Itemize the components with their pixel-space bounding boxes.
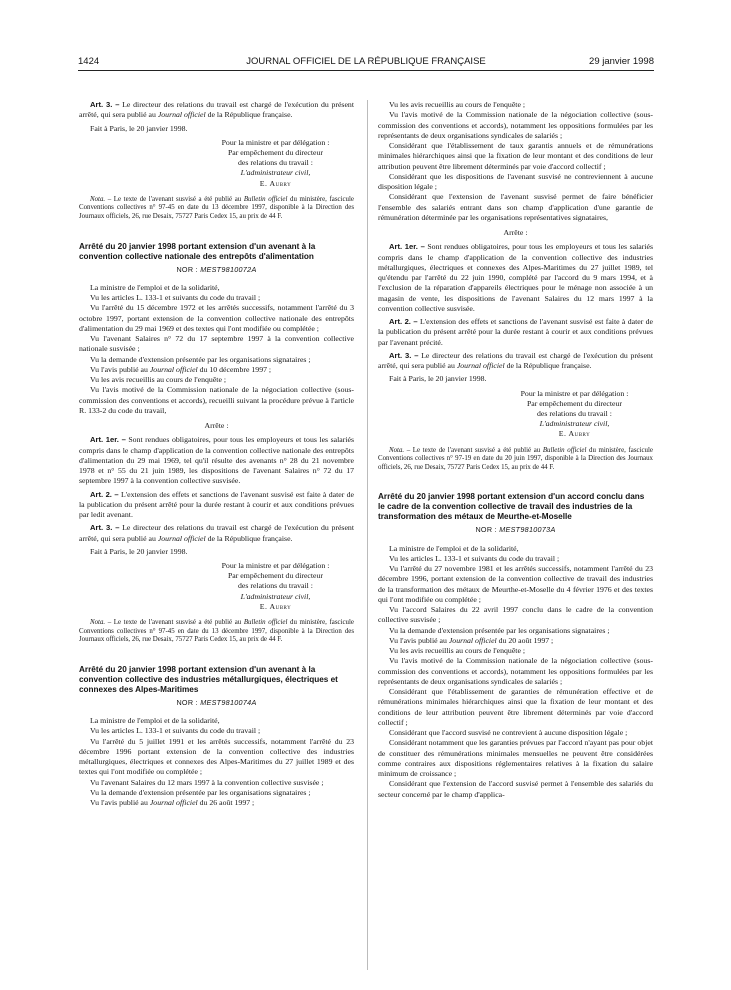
paragraph: La ministre de l'emploi et de la solidarité, — [90, 282, 220, 292]
article-label: Art. 3. – — [389, 350, 419, 360]
text: du ministère, fascicule Conventions collectives n° 97-45 en date du 13 décembre 1997, disponible à la Direction des Journaux officiels, 26, rue Desaix, 75727 Paris Cedex 15, au prix de 44 F. — [79, 619, 354, 644]
text: Vu l'avis publié au — [90, 798, 150, 808]
article-label: Art. 3. – — [90, 100, 120, 109]
paragraph: Vu l'avis motivé de la Commission nationale de la négociation collective (sous-commission des conventions et accords), notamment les oppositions formulées par les représentants de deux organisations syndicales de salariés ; — [378, 656, 653, 686]
signatory: E. Aubry — [259, 178, 292, 188]
page-header — [78, 56, 654, 70]
article-label: Art. 1er. – — [90, 435, 126, 445]
paragraph — [79, 798, 354, 808]
nor-code: MEST9810073A — [499, 525, 556, 535]
bulletin-ref: Bulletin officiel — [542, 446, 587, 454]
paragraph: Considérant que l'accord susvisé ne contrevient à aucune disposition légale ; — [389, 728, 628, 738]
nota-label: Nota. — [90, 195, 106, 203]
text: L'extension des effets et sanctions de l'avenant susvisé est faite à dater de la publication du présent arrêté pour la durée restant à courir et aux conditions prévues par ledit avenant. — [79, 489, 355, 520]
paragraph — [79, 435, 354, 486]
text: du 10 décembre 1997 ; — [197, 364, 272, 374]
paragraph: Vu les articles L. 133-1 et suivants du code du travail ; — [90, 293, 261, 303]
paragraph — [378, 242, 653, 314]
text: Le directeur des relations du travail est chargé de l'exécution du présent arrêté, qui sera publié au — [79, 100, 354, 120]
text: du 20 août 1997 ; — [496, 635, 554, 645]
text: du 26 août 1997 ; — [197, 798, 255, 808]
column-divider — [367, 100, 368, 970]
journal-ref: Journal officiel — [157, 110, 206, 120]
journal-ref: Journal officiel — [448, 635, 497, 645]
signature-block — [496, 389, 653, 440]
nota — [378, 447, 653, 473]
nota-label: Nota. — [90, 619, 106, 627]
paragraph: Vu l'arrêté du 27 novembre 1981 et les arrêtés successifs, notamment l'arrêté du 23 décembre 1996, portant extension de la convention collective de travail des industries de la transformation des métaux de Meurthe-et-Moselle du 4 février 1976 et des textes qui l'ont modifiée ou complétée ; — [378, 564, 653, 604]
paragraph: Vu l'avis motivé de la Commission nationale de la négociation collective (sous-commission des conventions et accords), notamment les oppositions formulées par les représentants de deux organisations syndicales de salariés ; — [378, 110, 653, 140]
arrete-heading: Arrête : — [204, 421, 229, 431]
text: – Le texte de l'avenant susvisé a été publié au — [404, 446, 543, 454]
text: Vu l'avis publié au — [90, 364, 150, 374]
paragraph: Vu les avis recueillis au cours de l'enquête ; — [389, 646, 526, 656]
text: Le directeur des relations du travail est chargé de l'exécution du présent arrêté, qui sera publié au — [378, 350, 653, 370]
signatory: E. Aubry — [259, 601, 292, 611]
signature-block — [197, 561, 354, 612]
fait-line: Fait à Paris, le 20 janvier 1998. — [90, 546, 188, 556]
signature-line: des relations du travail : — [238, 581, 313, 591]
nota — [79, 619, 354, 645]
article-label: Art. 1er. – — [389, 242, 425, 252]
paragraph: Considérant que l'établissement de taux garantis annuels et de rémunérations minimales hiérarchiques ainsi que la fixation de leur montant et des conditions de leur attribution peuvent être librement déterminés par voie d'accord collectif ; — [378, 141, 653, 171]
signature-line: Pour la ministre et par délégation : — [221, 561, 330, 571]
paragraph: Vu la demande d'extension présentée par les organisations signataires ; — [90, 354, 311, 364]
signature-line: L'administrateur civil, — [539, 419, 610, 429]
paragraph: Vu l'avis motivé de la Commission nationale de la négociation collective (sous-commission des conventions et accords), recueilli suivant la procédure prévue à l'article R. 133-2 du code du travail, — [79, 385, 354, 415]
signature-line: Pour la ministre et par délégation : — [221, 137, 330, 147]
paragraph: Considérant que l'extension de l'avenant susvisé permet de faire bénéficier l'ensemble des salariés entrant dans son champ d'application d'une garantie de rémunération déterminée par les organisations représentatives signataires, — [378, 192, 653, 222]
nor-code: MEST9810074A — [200, 697, 257, 707]
nor-label: NOR : — [176, 264, 201, 274]
decree-title: Arrêté du 20 janvier 1998 portant extension d'un accord conclu dans le cadre de la convention collective de travail des industries de la transformation des métaux de Meurthe-et-Moselle — [378, 492, 645, 522]
nor-label: NOR : — [176, 697, 201, 707]
journal-ref: Journal officiel — [157, 533, 206, 543]
paragraph — [79, 365, 354, 375]
paragraph: La ministre de l'emploi et de la solidarité, — [389, 543, 519, 553]
text: – Le texte de l'avenant susvisé a été publié au — [105, 619, 244, 627]
arrete-heading: Arrête : — [503, 228, 528, 237]
text: L'extension des effets et sanctions de l'avenant susvisé est faite à dater de la publication du présent arrêté pour la durée restant à courir et aux conditions prévues par l'avenant précité. — [378, 317, 654, 347]
signatory: E. Aubry — [558, 429, 591, 439]
paragraph: Vu les avis recueillis au cours de l'enquête ; — [90, 375, 227, 385]
paragraph — [79, 100, 354, 121]
signature-line: Par empêchement du directeur — [227, 571, 324, 581]
decree-title: Arrêté du 20 janvier 1998 portant extension d'un avenant à la convention collective nationale des entrepôts d'alimentation — [79, 241, 316, 261]
decree-title: Arrêté du 20 janvier 1998 portant extension d'un avenant à la convention collective des industries métallurgiques, électriques et connexes des Alpes-Maritimes — [79, 664, 338, 694]
paragraph: Vu la demande d'extension présentée par les organisations signataires ; — [90, 787, 311, 797]
paragraph: Vu l'avenant Salaires n° 72 du 17 septembre 1997 à la convention collective nationale susvisée ; — [79, 334, 354, 354]
header-rule — [78, 70, 654, 71]
paragraph: Vu les avis recueillis au cours de l'enquête ; — [389, 100, 526, 109]
bulletin-ref: Bulletin officiel — [243, 619, 288, 627]
bulletin-ref: Bulletin officiel — [243, 195, 288, 203]
right-column — [378, 100, 653, 800]
paragraph: Considérant notamment que les garanties prévues par l'accord n'ayant pas pour objet de constituer des rémunérations minimales mensuelles ne peuvent être considérées comme contraires aux dispositions réglementaires relatives à la fixation du salaire minimum de croissance ; — [378, 738, 653, 779]
article-label: Art. 2. – — [389, 317, 418, 326]
signature-line: L'administrateur civil, — [240, 591, 311, 601]
nor-reference — [79, 698, 354, 708]
journal-title: JOURNAL OFFICIEL DE LA RÉPUBLIQUE FRANÇAISE — [246, 56, 486, 67]
paragraph — [378, 317, 653, 348]
fait-line: Fait à Paris, le 20 janvier 1998. — [389, 374, 487, 384]
signature-line: Pour la ministre et par délégation : — [520, 388, 629, 398]
paragraph: La ministre de l'emploi et de la solidarité, — [90, 716, 220, 726]
paragraph: Vu l'accord Salaires du 22 avril 1997 conclu dans le cadre de la convention collective susvisée ; — [378, 605, 653, 625]
journal-ref: Journal officiel — [149, 798, 198, 808]
paragraph: Vu les articles L. 133-1 et suivants du code du travail ; — [90, 726, 261, 736]
paragraph: Vu la demande d'extension présentée par les organisations signataires ; — [389, 625, 610, 635]
paragraph: Considérant que l'établissement de garanties de rémunération effective et de rémunérations minimales hiérarchiques ainsi que la fixation de leur montant et des conditions de leur attribution peuvent être librement déterminés par voie d'accord collectif ; — [378, 687, 653, 727]
paragraph: Considérant que les dispositions de l'avenant susvisé ne contreviennent à aucune disposition légale ; — [378, 171, 653, 191]
left-column — [79, 100, 354, 808]
paragraph — [79, 523, 354, 544]
nor-reference — [79, 265, 354, 275]
signature-line: L'administrateur civil, — [240, 168, 311, 178]
issue-date: 29 janvier 1998 — [589, 56, 654, 67]
paragraph — [79, 490, 354, 521]
signature-line: Par empêchement du directeur — [526, 398, 623, 408]
signature-line: des relations du travail : — [238, 158, 313, 168]
paragraph: Vu l'arrêté du 15 décembre 1972 et les arrêtés successifs, notamment l'arrêté du 3 octobre 1997, portant extension de la convention collective nationale des entrepôts d'alimentation du 29 mai 1969 et des textes qui l'ont modifiée ou complétée ; — [79, 303, 354, 333]
paragraph: Vu les articles L. 133-1 et suivants du code du travail ; — [389, 553, 560, 563]
text: – Le texte de l'avenant susvisé a été publié au — [105, 195, 244, 203]
article-label: Art. 3. – — [90, 523, 120, 533]
nor-code: MEST9810072A — [200, 264, 257, 274]
signature-line: des relations du travail : — [537, 408, 612, 418]
page-number: 1424 — [78, 56, 100, 67]
text: de la République française. — [205, 533, 293, 543]
text: de la République française. — [504, 361, 592, 370]
nota-label: Nota. — [389, 446, 405, 454]
journal-ref: Journal officiel — [149, 364, 198, 374]
paragraph: Considérant que l'extension de l'accord susvisé permet à l'ensemble des salariés du secteur concerné par le champ d'applica- — [378, 779, 653, 799]
signature-block — [197, 138, 354, 189]
text: Le directeur des relations du travail est chargé de l'exécution du présent arrêté, qui sera publié au — [79, 523, 354, 543]
text: du ministère, fascicule Conventions collectives n° 97-45 en date du 13 décembre 1997, disponible à la Direction des Journaux officiels, 26, rue Desaix, 75727 Paris Cedex 15, au prix de 44 F. — [79, 195, 354, 220]
nor-label: NOR : — [475, 525, 500, 535]
fait-line: Fait à Paris, le 20 janvier 1998. — [90, 123, 188, 133]
text: de la République française. — [205, 110, 293, 120]
text: Sont rendues obligatoires, pour tous les employeurs et tous les salariés compris dans le champ d'application de la convention collective nationale des entrepôts d'alimentation du 29 mai 1969, tel qu'il résulte des avenants n° 28 du 21 novembre 1978 et n° 55 du 21 juin 1989, les dispositions de l'avenant Salaires n° 72 du 17 septembre 1997 à la convention collective susvisée. — [79, 435, 354, 486]
article-label: Art. 2. – — [90, 489, 119, 499]
journal-ref: Journal officiel — [456, 361, 505, 370]
nor-reference — [378, 525, 653, 535]
paragraph: Vu l'avenant Salaires du 12 mars 1997 à la convention collective susvisée ; — [90, 777, 324, 787]
paragraph — [378, 636, 653, 646]
signature-line: Par empêchement du directeur — [227, 147, 324, 157]
text: du ministère, fascicule Conventions collectives n° 97-19 en date du 20 juin 1997, disponible à la Direction des Journaux officiels, 26, rue Desaix, 75727 Paris Cedex 15, au prix de 44 F. — [378, 446, 653, 471]
paragraph: Vu l'arrêté du 5 juillet 1991 et les arrêtés successifs, notamment l'arrêté du 23 décembre 1996 portant extension de la convention collective des industries métallurgiques, électriques et connexes des Alpes-Maritimes du 27 juillet 1989 et des textes qui l'ont modifiée ou complétée ; — [79, 736, 354, 777]
text: Vu l'avis publié au — [389, 635, 449, 645]
nota — [79, 196, 354, 222]
paragraph — [378, 351, 653, 372]
text: Sont rendues obligatoires, pour tous les employeurs et tous les salariés compris dans le champ d'application de la convention collective des industries métallurgiques, électriques et connexes des Alpes-Maritimes du 27 juillet 1989, tel qu'étendu par l'arrêté du 22 juin 1990, complété par l'accord du 9 mars 1994, et à l'exclusion de la réparation d'appareils électriques pour le ménage non associée à un magasin de vente, les dispositions de l'avenant Salaires du 12 mars 1997 à la convention collective susvisée. — [378, 242, 653, 313]
